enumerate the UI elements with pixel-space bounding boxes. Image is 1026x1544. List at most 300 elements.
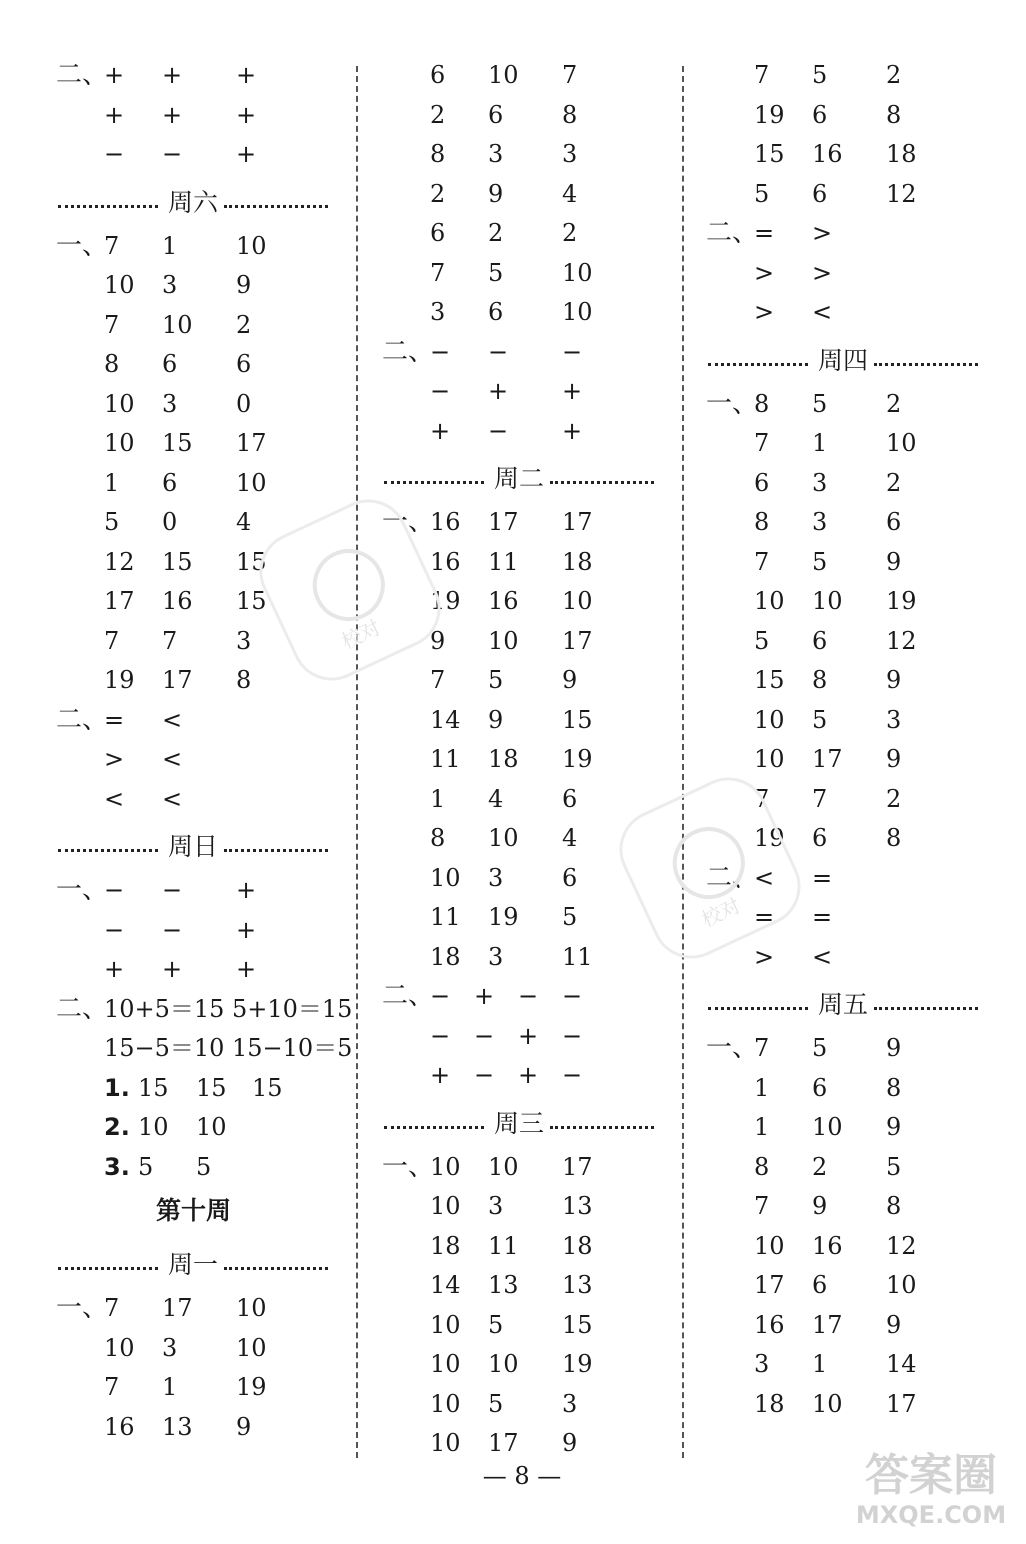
answer-cell: 8 — [886, 1192, 902, 1220]
answer-cell: 10 — [488, 626, 519, 655]
answer-cell: 8 — [812, 666, 828, 694]
answer-cell: 7 — [754, 547, 770, 576]
dotted-rule — [224, 1267, 328, 1270]
answer-row — [56, 1289, 336, 1329]
answer-cell: 3 — [430, 298, 446, 326]
answer-cell: 12 — [886, 626, 917, 655]
answer-cell: 7 — [430, 666, 446, 694]
answer-cell: − — [562, 1061, 583, 1089]
answer-cell: < — [162, 784, 183, 813]
answer-cell: 3 — [162, 389, 178, 418]
answer-cell: 14 — [430, 1271, 461, 1299]
dotted-rule — [874, 1007, 978, 1010]
answer-cell: 10 — [754, 745, 785, 773]
answer-cell: + — [236, 61, 257, 89]
answer-cell: 17 — [488, 508, 519, 536]
answer-row — [706, 1385, 986, 1425]
answer-row — [706, 1266, 986, 1306]
answer-cell: 2 — [430, 179, 446, 208]
answer-cell: 9 — [886, 1113, 902, 1141]
answer-cell: + — [430, 416, 451, 445]
answer-cell: 17 — [104, 587, 135, 615]
answer-cell: 19 — [236, 1373, 267, 1401]
answer-cell: 6 — [430, 61, 446, 89]
answer-row — [706, 503, 986, 543]
answer-cell: 10 — [488, 1152, 519, 1181]
answer-row — [382, 56, 662, 96]
answer-cell: 10 — [430, 1310, 461, 1339]
answer-row — [382, 898, 662, 938]
answer-row — [382, 333, 662, 373]
answer-cell: 9 — [812, 1192, 828, 1220]
answer-row — [382, 1187, 662, 1227]
answer-row — [56, 740, 336, 780]
answer-cell: 17 — [812, 745, 843, 773]
answer-cell: 3 — [488, 942, 504, 971]
answer-row — [706, 96, 986, 136]
answer-row — [706, 254, 986, 294]
answer-cell: 5 — [138, 1152, 154, 1181]
column-3 — [706, 56, 986, 1424]
answer-cell: 7 — [162, 626, 178, 655]
question-label: 二、 — [706, 862, 759, 893]
answer-cell: 10 — [886, 429, 917, 457]
answer-cell: 9 — [430, 626, 446, 655]
dotted-rule — [224, 205, 328, 208]
answer-cell: − — [562, 337, 583, 366]
answer-cell: 10 — [488, 1350, 519, 1378]
answer-cell: 10 — [236, 468, 267, 497]
answer-cell: 11 — [430, 745, 461, 773]
answer-cell: = — [812, 863, 833, 892]
answer-cell: − — [104, 140, 125, 168]
answer-cell: 2 — [886, 468, 902, 497]
answer-cell: 17 — [162, 1294, 193, 1322]
answer-cell: 8 — [430, 824, 446, 852]
answer-cell: 19 — [562, 745, 593, 773]
answer-cell: 16 — [430, 547, 461, 576]
answer-row — [382, 503, 662, 543]
dotted-rule — [58, 849, 158, 852]
answer-cell: 17 — [236, 429, 267, 457]
answer-cell: + — [162, 100, 183, 129]
answer-cell: 15 — [196, 1073, 227, 1102]
answer-cell: − — [162, 876, 183, 904]
answer-cell: 9 — [886, 1310, 902, 1339]
answer-cell: 10 — [488, 824, 519, 852]
answer-cell: > — [104, 745, 125, 773]
answer-cell: 3 — [812, 508, 828, 536]
answer-cell: < — [812, 942, 833, 971]
answer-row — [706, 543, 986, 583]
answer-cell: 16 — [488, 587, 519, 615]
answer-cell: 18 — [754, 1389, 785, 1418]
question-label: 一、 — [56, 875, 109, 905]
dotted-rule — [874, 363, 978, 366]
answer-cell: 10 — [430, 1192, 461, 1220]
day-title: 周四 — [817, 345, 868, 375]
answer-cell: 10 — [430, 863, 461, 892]
answer-cell: − — [562, 1021, 583, 1050]
answer-row — [56, 56, 336, 96]
answer-cell: 2 — [488, 219, 504, 247]
answer-cell: 16 — [812, 1231, 843, 1260]
answer-cell: + — [104, 100, 125, 129]
answer-row — [382, 701, 662, 741]
answer-row — [706, 1306, 986, 1346]
answer-cell: > — [812, 258, 833, 287]
answer-cell: − — [518, 982, 539, 1010]
answer-row — [56, 871, 336, 911]
answer-row — [56, 424, 336, 464]
answer-cell: > — [812, 219, 833, 247]
check-mark-icon — [301, 537, 397, 633]
answer-cell: 7 — [430, 258, 446, 287]
answer-cell: 6 — [488, 100, 504, 129]
answer-row — [706, 1345, 986, 1385]
day-section-header — [56, 819, 336, 871]
answer-cell: 18 — [562, 1231, 593, 1260]
answer-cell: 18 — [886, 140, 917, 168]
answer-cell: 7 — [104, 310, 120, 339]
answer-cell: 7 — [754, 429, 770, 457]
answer-cell: 6 — [236, 350, 252, 378]
answer-cell: 17 — [162, 666, 193, 694]
answer-cell: + — [236, 140, 257, 168]
watermark-line-1: 答案圈 — [865, 1450, 997, 1501]
answer-cell: 10 — [236, 231, 267, 260]
answer-cell: 2 — [886, 784, 902, 813]
answer-cell: 2 — [562, 219, 578, 247]
answer-cell: + — [488, 377, 509, 405]
answer-cell: 5 — [812, 547, 828, 576]
answer-cell: + — [430, 1061, 451, 1089]
answer-row — [382, 135, 662, 175]
answer-row — [382, 1017, 662, 1057]
answer-cell: 0 — [162, 508, 178, 536]
answer-cell: 10 — [430, 1350, 461, 1378]
answer-cell: 5+10＝15 — [232, 994, 353, 1023]
answer-cell: 1 — [162, 231, 178, 260]
answer-cell: 6 — [812, 179, 828, 208]
answer-cell: 10 — [754, 705, 785, 734]
week-header — [56, 1187, 336, 1237]
answer-cell: + — [562, 377, 583, 405]
question-label: 二、 — [382, 336, 435, 367]
site-watermark — [846, 1452, 1016, 1536]
answer-cell: + — [474, 982, 495, 1010]
question-label: 一、 — [56, 1293, 109, 1323]
answer-cell: 10 — [812, 1113, 843, 1141]
answer-row — [56, 1029, 353, 1069]
answer-row — [56, 950, 336, 990]
answer-cell: 10 — [196, 1113, 227, 1141]
answer-cell: 16 — [754, 1310, 785, 1339]
answer-row — [706, 582, 986, 622]
sub-question-number: 2. — [104, 1113, 130, 1141]
answer-row — [706, 175, 986, 215]
day-title: 周一 — [167, 1250, 218, 1279]
answer-cell: 10 — [886, 1271, 917, 1299]
answer-cell: 15 — [562, 705, 593, 734]
answer-cell: 10 — [562, 298, 593, 326]
answer-cell: 2 — [886, 389, 902, 418]
answer-cell: 7 — [104, 626, 120, 655]
question-label: 一、 — [382, 507, 435, 537]
answer-cell: 8 — [236, 666, 252, 694]
answer-cell: 3 — [562, 1389, 578, 1418]
answer-row — [56, 1148, 336, 1188]
answer-cell: 7 — [562, 61, 578, 89]
answer-cell: 8 — [754, 389, 770, 418]
answer-cell: < — [754, 863, 775, 892]
answer-row — [56, 385, 336, 425]
answer-row — [382, 1266, 662, 1306]
answer-cell: 9 — [562, 666, 578, 694]
answer-cell: 6 — [430, 219, 446, 247]
answer-cell: 5 — [754, 626, 770, 655]
answer-cell: 15 — [754, 140, 785, 168]
answer-cell: 1 — [104, 468, 120, 497]
answer-cell: 11 — [562, 942, 593, 971]
answer-cell: − — [474, 1021, 495, 1050]
day-section-header — [382, 1096, 662, 1148]
answer-cell: 9 — [886, 666, 902, 694]
answer-cell: 7 — [812, 784, 828, 813]
answer-cell: 6 — [754, 468, 770, 497]
answer-cell: 1 — [754, 1113, 770, 1141]
answer-cell: 15−10＝5 — [232, 1034, 353, 1062]
question-label: 二、 — [706, 218, 759, 248]
day-section-header — [56, 175, 336, 227]
answer-cell: 1 — [812, 429, 828, 457]
answer-cell: 13 — [562, 1271, 593, 1299]
answer-cell: 12 — [104, 547, 135, 576]
dotted-rule — [384, 1126, 484, 1129]
answer-row — [382, 938, 662, 978]
answer-row — [56, 345, 336, 385]
answer-cell: 9 — [562, 1429, 578, 1457]
answer-row — [382, 661, 662, 701]
answer-cell: 2 — [886, 61, 902, 89]
column-divider-1 — [356, 66, 358, 1458]
answer-cell: 9 — [886, 547, 902, 576]
answer-cell: 4 — [236, 508, 252, 536]
answer-cell: 6 — [812, 100, 828, 129]
answer-row — [706, 938, 986, 978]
answer-cell: 11 — [488, 1231, 519, 1260]
answer-row — [706, 56, 986, 96]
answer-cell: 11 — [488, 547, 519, 576]
answer-cell: 17 — [886, 1389, 917, 1418]
answer-cell: 10 — [236, 1333, 267, 1362]
day-section-header — [706, 977, 986, 1029]
answer-cell: − — [430, 1021, 451, 1050]
answer-cell: 5 — [104, 508, 120, 536]
answer-cell: 8 — [104, 350, 120, 378]
answer-cell: 6 — [812, 1271, 828, 1299]
answer-cell: < — [162, 705, 183, 734]
dotted-rule — [550, 1126, 654, 1129]
answer-cell: + — [104, 61, 125, 89]
answer-row — [56, 1329, 336, 1369]
answer-cell: 15 — [162, 547, 193, 576]
answer-cell: 15 — [562, 1310, 593, 1339]
answer-cell: 15−5＝10 — [104, 1034, 225, 1062]
answer-cell: 9 — [886, 745, 902, 773]
answer-cell: 3 — [488, 863, 504, 892]
answer-cell: < — [104, 784, 125, 813]
dotted-rule — [58, 205, 158, 208]
answer-cell: 3 — [812, 468, 828, 497]
answer-cell: − — [562, 982, 583, 1010]
answer-cell: 7 — [104, 1373, 120, 1401]
answer-cell: 5 — [812, 61, 828, 89]
answer-cell: + — [236, 955, 257, 983]
answer-row — [382, 1306, 662, 1346]
day-title: 周五 — [817, 990, 868, 1019]
dotted-rule — [384, 481, 484, 484]
answer-row — [382, 175, 662, 215]
answer-row — [706, 135, 986, 175]
answer-row — [56, 1069, 336, 1109]
answer-cell: = — [812, 903, 833, 931]
answer-cell: 7 — [754, 1192, 770, 1220]
answer-cell: + — [236, 100, 257, 129]
answer-row — [56, 464, 336, 504]
answer-row — [382, 1385, 662, 1425]
answer-cell: 10 — [104, 429, 135, 457]
answer-cell: 7 — [754, 61, 770, 89]
answer-cell: 3 — [488, 140, 504, 168]
answer-cell: 7 — [754, 1034, 770, 1062]
answer-row — [382, 412, 662, 452]
answer-cell: < — [162, 745, 183, 773]
answer-cell: 8 — [430, 140, 446, 168]
answer-cell: 12 — [886, 179, 917, 208]
answer-cell: 1 — [812, 1350, 828, 1378]
answer-cell: 9 — [236, 1412, 252, 1441]
answer-cell: 1 — [162, 1373, 178, 1401]
answer-row — [706, 1108, 986, 1148]
answer-cell: + — [236, 876, 257, 904]
answer-cell: 15 — [162, 429, 193, 457]
answer-cell: 3 — [562, 140, 578, 168]
answer-cell: 8 — [754, 508, 770, 536]
answer-cell: 6 — [162, 468, 178, 497]
answer-cell: 16 — [162, 587, 193, 615]
question-label: 二、 — [56, 993, 109, 1024]
answer-cell: 0 — [236, 389, 252, 418]
question-label: 一、 — [706, 388, 759, 419]
answer-row — [56, 990, 353, 1030]
answer-cell: + — [518, 1021, 539, 1050]
answer-row — [56, 911, 336, 951]
answer-cell: − — [162, 140, 183, 168]
answer-cell: 5 — [488, 258, 504, 287]
answer-cell: 7 — [104, 1294, 120, 1322]
answer-row — [382, 1148, 662, 1188]
stamp-text: 校对 — [697, 893, 745, 932]
answer-cell: + — [518, 1061, 539, 1089]
answer-row — [382, 214, 662, 254]
day-title: 周二 — [493, 464, 544, 493]
column-divider-2 — [682, 66, 684, 1458]
answer-cell: + — [236, 915, 257, 944]
answer-row — [706, 424, 986, 464]
answer-cell: 5 — [488, 666, 504, 694]
day-title: 周三 — [493, 1108, 544, 1138]
answer-cell: = — [754, 903, 775, 931]
answer-row — [382, 96, 662, 136]
stamp-text: 校对 — [337, 615, 385, 654]
answer-cell: 4 — [562, 179, 578, 208]
answer-cell: 19 — [886, 587, 917, 615]
answer-cell: − — [104, 915, 125, 944]
dotted-rule — [708, 1007, 808, 1010]
answer-cell: 6 — [812, 824, 828, 852]
answer-row — [382, 1227, 662, 1267]
answer-row — [706, 464, 986, 504]
answer-cell: 6 — [488, 298, 504, 326]
answer-cell: − — [430, 337, 451, 366]
answer-cell: = — [754, 219, 775, 247]
answer-cell: 10 — [138, 1113, 169, 1141]
answer-cell: 12 — [886, 1231, 917, 1260]
answer-cell: 4 — [562, 824, 578, 852]
question-label: 二、 — [56, 60, 109, 90]
answer-cell: 16 — [430, 508, 461, 536]
answer-cell: − — [430, 982, 451, 1010]
answer-row — [382, 293, 662, 333]
answer-row — [706, 661, 986, 701]
answer-row — [706, 740, 986, 780]
answer-cell: 5 — [196, 1152, 212, 1181]
answer-row — [382, 254, 662, 294]
answer-cell: − — [488, 416, 509, 445]
sub-question-number: 1. — [104, 1073, 130, 1102]
answer-row — [706, 293, 986, 333]
answer-cell: 2 — [812, 1152, 828, 1181]
answer-cell: 10 — [104, 271, 135, 299]
answer-cell: 18 — [488, 745, 519, 773]
answer-cell: 7 — [754, 784, 770, 813]
answer-cell: 14 — [886, 1350, 917, 1378]
answer-cell: 3 — [488, 1192, 504, 1220]
answer-cell: 15 — [138, 1073, 169, 1102]
answer-cell: + — [162, 955, 183, 983]
answer-cell: 15 — [252, 1073, 283, 1102]
answer-cell: + — [162, 61, 183, 89]
answer-cell: 15 — [754, 666, 785, 694]
answer-cell: 3 — [236, 626, 252, 655]
answer-row — [56, 701, 336, 741]
answer-cell: 10 — [104, 1333, 135, 1362]
answer-cell: 8 — [562, 100, 578, 129]
answer-row — [56, 306, 336, 346]
column-1 — [56, 56, 353, 1447]
answer-cell: − — [488, 337, 509, 366]
answer-cell: 5 — [488, 1310, 504, 1339]
answer-cell: 10 — [236, 1294, 267, 1322]
check-mark-icon — [661, 815, 757, 911]
answer-cell: 15 — [236, 587, 267, 615]
answer-row — [706, 1227, 986, 1267]
answer-cell: 10 — [812, 1389, 843, 1418]
answer-cell: 14 — [430, 705, 461, 734]
question-label: 二、 — [56, 704, 109, 735]
answer-cell: 8 — [886, 1073, 902, 1102]
